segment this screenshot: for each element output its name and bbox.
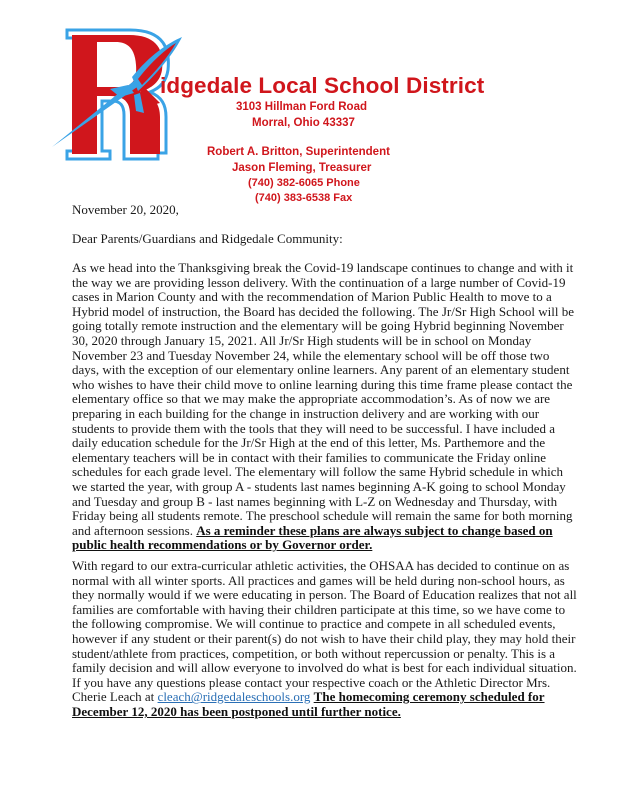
paragraph-line: November 23 and Tuesday November 24, while the elementary school will be off those two [72,347,550,363]
paragraph-line: preparing in each building for the change in instruction delivery and are working with our [72,405,540,421]
salutation: Dear Parents/Guardians and Ridgedale Community: [72,231,343,246]
paragraph-line: normal with all winter sports. All practices and games will be held during non-school hours, as [72,572,565,588]
address-line-2: Morral, Ohio 43337 [252,117,355,129]
paragraph-line [72,538,574,553]
paragraph-line: daily education schedule for the Jr/Sr High at the end of this letter, Ms. Parthemore and the [72,435,546,451]
athletic-director-email-link[interactable]: cleach@ridgedaleschools.org [157,689,311,705]
letter-date: November 20, 2020, [72,202,179,217]
homecoming-emphasis: The homecoming ceremony scheduled for [313,689,545,705]
paragraph-line: students to provide them with the tools that they will need to be successful. I have included a [72,420,556,436]
district-name: idgedale Local School District [160,73,485,98]
treasurer-line: Jason Fleming, Treasurer [232,162,372,174]
fax-line: (740) 383-6538 Fax [255,192,353,204]
paragraph-line: elementary teachers will be in contact with their families to communicate the Friday online [72,449,546,465]
paragraph-athletics [72,559,577,720]
paragraph-line: As we head into the Thanksgiving break the Covid-19 landscape continues to change and with it [72,260,574,275]
paragraph-line: we started the year, with group A - students last names beginning A-K going to school Monday [72,478,566,494]
paragraph-line [72,705,577,720]
paragraph-line [72,690,577,705]
paragraph-line: Friday being all students remote. The preschool schedule will remain the same for both morning [72,508,573,524]
paragraph-line: the following compromise. We will continue to practice and compete in all scheduled events, [72,616,556,632]
paragraph-line: the way we are providing lesson delivery. With the continuation of a large number of Covid-19 [72,274,566,290]
paragraph-line: however if any student or their parent(s) do not wish to have their child play, they may hold their [72,630,576,646]
paragraph-line: 30, 2020 through January 15, 2021. All Jr/Sr High students will be in school on Monday [72,332,532,348]
paragraph-text: Cherie Leach at [72,689,158,705]
paragraph-line: schedules for each grade level. The elementary will follow the same Hybrid schedule in which [72,464,564,480]
paragraph-line: With regard to our extra-curricular athletic activities, the OHSAA has decided to continue on as [72,558,570,573]
reminder-emphasis: As a reminder these plans are always subject to change based on [196,522,553,538]
paragraph-line: elementary office so that we may make the appropriate accommodation’s. As of now we are [72,391,551,407]
paragraph-line: student/athlete from practices, competition, or both without repercussion or penalty. This is a [72,645,556,661]
reminder-emphasis: public health recommendations or by Governor order. [72,537,373,553]
superintendent-line: Robert A. Britton, Superintendent [207,146,390,158]
paragraph-line: Hybrid model of instruction, the Board has decided the following. The Jr/Sr High School will be [72,303,574,319]
paragraph-line: families are comfortable with having their children participate at this time, so we have come to [72,601,566,617]
paragraph-line [72,524,574,539]
paragraph-covid-update [72,261,574,553]
paragraph-line: cases in Marion County and with the recommendation of Marion Public Health to move to a [72,289,552,305]
paragraph-text: and afternoon sessions. [72,522,197,538]
paragraph-line: going totally remote instruction and the elementary will be going Hybrid beginning November [72,318,564,334]
paragraph-line: family decision and will allow everyone to involved do what is best for each individual situation. [72,660,577,676]
phone-line: (740) 382-6065 Phone [248,177,360,189]
paragraph-line: who wishes to have their child move to online learning during this time frame please contact the [72,376,573,392]
paragraph-line: they normally would if we were educating in person. The Board of Education realizes that not all [72,587,577,603]
paragraph-line: days, with the exception of our elementary online learners. Any parent of an elementary student [72,362,570,378]
address-line-1: 3103 Hillman Ford Road [236,101,368,113]
paragraph-line: and Tuesday and group B - last names beginning with L-Z on Wednesday and Thursday, with [72,493,558,509]
homecoming-emphasis: December 12, 2020 has been postponed until further notice. [72,703,401,719]
paragraph-line: If you have any questions please contact your respective coach or the Athletic Director Mrs. [72,674,551,690]
